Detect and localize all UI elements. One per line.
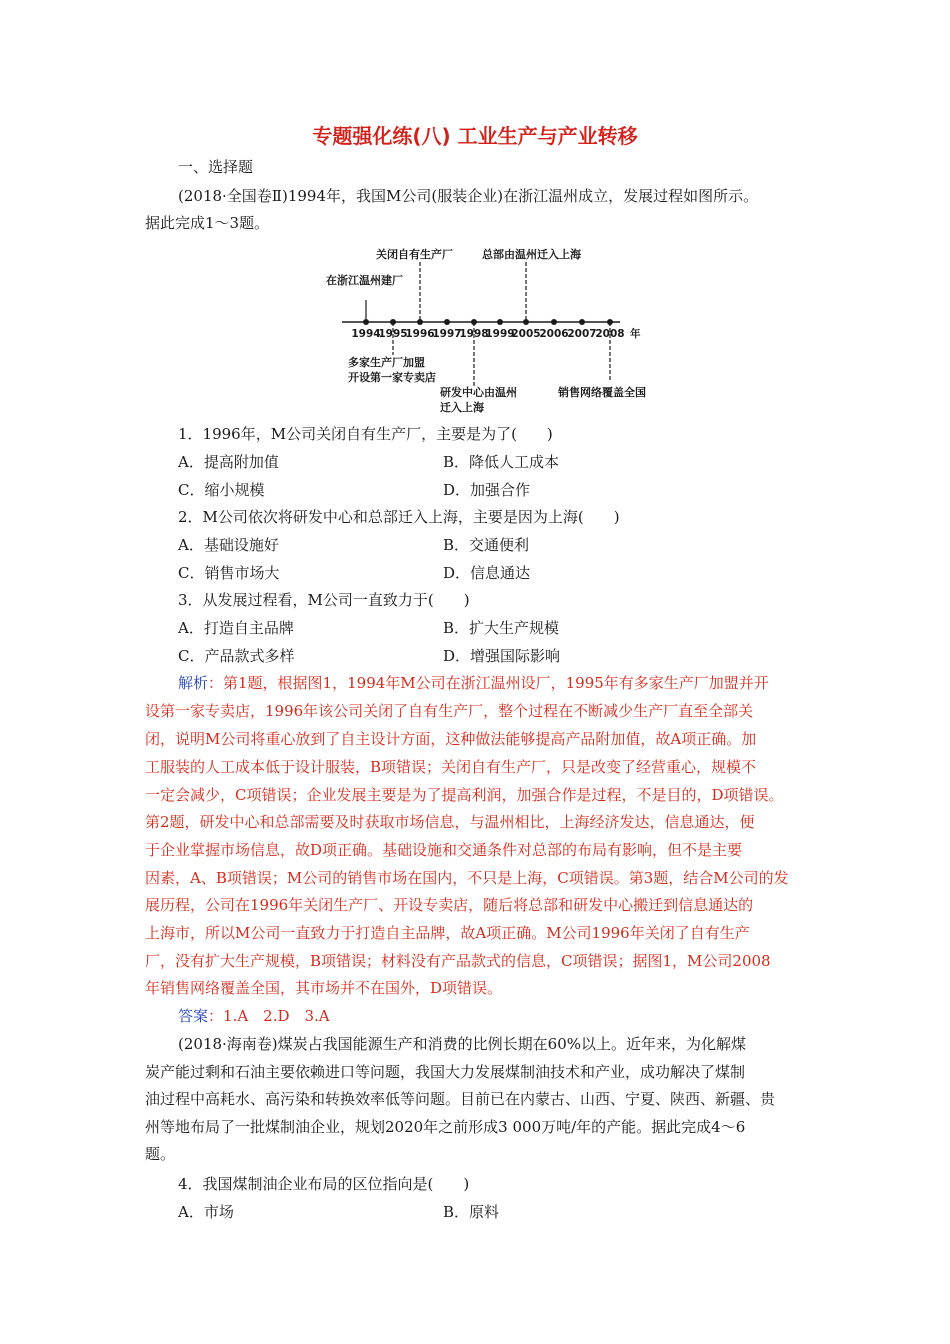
- label-close-factory: 关闭自有生产厂: [376, 248, 453, 261]
- q3-option-c: C．产品款式多样: [178, 647, 295, 665]
- section-heading: 一、选择题: [178, 158, 254, 176]
- timeline-dot-1999: [497, 319, 503, 325]
- timeline-year-1997: 1997: [432, 328, 462, 340]
- label-rd-move-b: 迁入上海: [440, 401, 484, 414]
- analysis-line-1: 解析：第1题，根据图1，1994年M公司在浙江温州设厂，1995年有多家生产厂加盟并开: [178, 674, 769, 692]
- analysis-line-11: 厂，没有扩大生产规模，B项错误；材料没有产品款式的信息，C项错误；据图1，M公司2008: [145, 952, 771, 970]
- timeline-year-1999: 1999: [485, 328, 515, 340]
- intro2-line-2: 炭产能过剩和石油主要依赖进口等问题，我国大力发展煤制油技术和产业，成功解决了煤制: [145, 1063, 746, 1081]
- intro2-line-5: 题。: [145, 1145, 176, 1163]
- timeline-unit: 年: [630, 328, 641, 340]
- label-hq-move: 总部由温州迁入上海: [482, 248, 581, 261]
- analysis-line-2: 设第一家专卖店，1996年该公司关闭了自有生产厂，整个过程在不断减少生产厂直至全部关: [145, 702, 754, 720]
- timeline-dot-2007: [579, 319, 585, 325]
- q2-option-d: D．信息通达: [443, 564, 531, 582]
- analysis-line-9: 展历程，公司在1996年关闭生产厂、开设专卖店，随后将总部和研发中心搬迁到信息通达的: [145, 896, 754, 914]
- q3-option-b: B．扩大生产规模: [443, 619, 560, 637]
- intro1-line-1: (2018·全国卷Ⅱ)1994年，我国M公司(服装企业)在浙江温州成立，发展过程如图所示。: [178, 187, 759, 205]
- analysis-line-10: 上海市，所以M公司一直致力于打造自主品牌，故A项正确。M公司1996年关闭了自有生产: [145, 924, 750, 942]
- label-rd-move-a: 研发中心由温州: [440, 386, 517, 399]
- label-national-network: 销售网络覆盖全国: [558, 386, 646, 399]
- label-franchise: 多家生产厂加盟: [348, 356, 425, 369]
- timeline-year-2008: 2008: [595, 328, 625, 340]
- intro1-line-2: 据此完成1～3题。: [145, 214, 270, 232]
- label-first-store: 开设第一家专卖店: [348, 371, 436, 384]
- q1-option-a: A．提高附加值: [178, 453, 279, 471]
- q2-option-a: A．基础设施好: [178, 536, 279, 554]
- analysis-label: 解析: [178, 674, 209, 692]
- q2-option-b: B．交通便利: [443, 536, 530, 554]
- label-build-factory: 在浙江温州建厂: [326, 274, 403, 287]
- q3-option-d: D．增强国际影响: [443, 647, 561, 665]
- q1-option-c: C．缩小规模: [178, 481, 265, 499]
- analysis-line-7: 于企业掌握市场信息，故D项正确。基础设施和交通条件对总部的布局有影响，但不是主要: [145, 841, 743, 859]
- answer-label: 答案: [178, 1007, 209, 1025]
- q3-stem: 3．从发展过程看，M公司一直致力于( ): [178, 591, 470, 609]
- q4-option-b: B．原料: [443, 1203, 500, 1221]
- q1-stem: 1．1996年，M公司关闭自有生产厂，主要是为了( ): [178, 425, 553, 443]
- timeline-year-1996: 1996: [405, 328, 435, 340]
- timeline-figure: [320, 240, 650, 420]
- intro2-line-1: (2018·海南卷)煤炭占我国能源生产和消费的比例长期在60%以上。近年来，为化解煤: [178, 1035, 746, 1053]
- timeline-year-2007: 2007: [567, 328, 597, 340]
- q1-option-b: B．降低人工成本: [443, 453, 560, 471]
- timeline-year-2005: 2005: [511, 328, 541, 340]
- intro2-line-3: 油过程中高耗水、高污染和转换效率低等问题。目前已在内蒙古、山西、宁夏、陕西、新疆、贵: [145, 1090, 776, 1108]
- q2-stem: 2．M公司依次将研发中心和总部迁入上海，主要是因为上海( ): [178, 508, 620, 526]
- answer-line: 答案：1.A 2.D 3.A: [178, 1007, 330, 1025]
- timeline-year-1995: 1995: [378, 328, 408, 340]
- q4-stem: 4．我国煤制油企业布局的区位指向是( ): [178, 1175, 470, 1193]
- q3-option-a: A．打造自主品牌: [178, 619, 294, 637]
- timeline-year-1994: 1994: [351, 328, 381, 340]
- timeline-dot-1997: [444, 319, 450, 325]
- page-title: 专题强化练(八) 工业生产与产业转移: [312, 124, 638, 148]
- analysis-line-12: 年销售网络覆盖全国，其市场并不在国外，D项错误。: [145, 979, 503, 997]
- analysis-line-5: 一定会减少，C项错误；企业发展主要是为了提高利润，加强合作是过程，不是目的，D项错误。: [145, 786, 784, 804]
- analysis-line-8: 因素，A、B项错误；M公司的销售市场在国内，不只是上海，C项错误。第3题，结合M公司的发: [145, 869, 789, 887]
- timeline-dot-2006: [551, 319, 557, 325]
- analysis-line-4: 工服装的人工成本低于设计服装，B项错误；关闭自有生产厂，只是改变了经营重心，规模不: [145, 758, 757, 776]
- intro2-line-4: 州等地布局了一批煤制油企业，规划2020年之前形成3 000万吨/年的产能。据此完成4～6: [145, 1118, 746, 1136]
- q2-option-c: C．销售市场大: [178, 564, 280, 582]
- analysis-line-6: 第2题，研发中心和总部需要及时获取市场信息，与温州相比，上海经济发达，信息通达，便: [145, 813, 755, 831]
- timeline-year-1998: 1998: [459, 328, 489, 340]
- q1-option-d: D．加强合作: [443, 481, 531, 499]
- q4-option-a: A．市场: [178, 1203, 234, 1221]
- analysis-line-3: 闭，说明M公司将重心放到了自主设计方面，这种做法能够提高产品附加值，故A项正确。加: [145, 730, 757, 748]
- timeline-year-2006: 2006: [539, 328, 569, 340]
